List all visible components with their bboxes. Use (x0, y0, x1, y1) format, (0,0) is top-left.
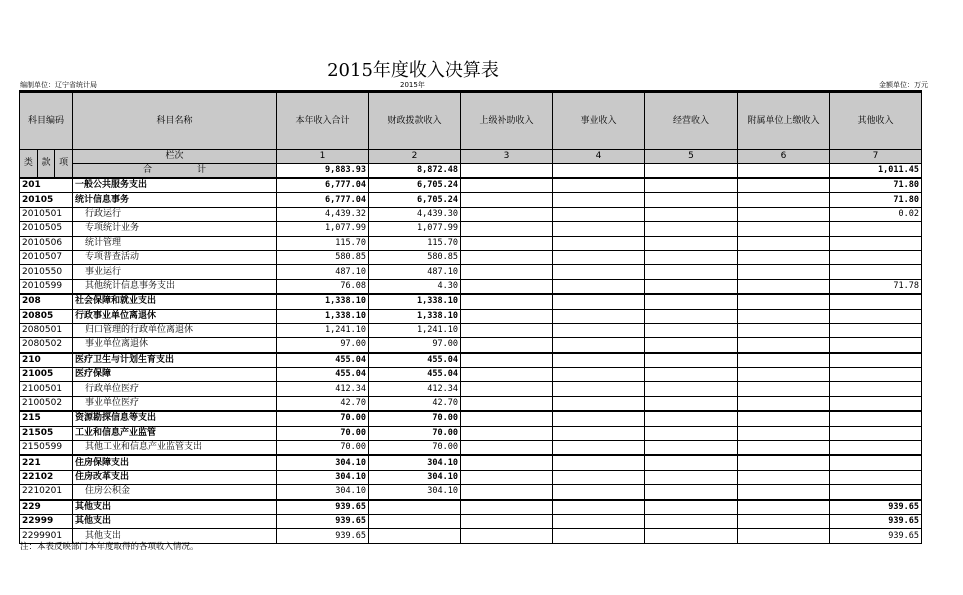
row-value-7 (830, 382, 922, 396)
row-value-3 (461, 441, 553, 456)
row-value-3 (461, 265, 553, 279)
row-value-6 (738, 207, 830, 221)
row-value-1: 1,338.10 (277, 309, 369, 323)
compiling-unit: 编制单位：辽宁省统计局 (20, 81, 97, 89)
seq-4: 4 (553, 150, 645, 164)
row-value-5 (645, 500, 738, 515)
row-name: 事业单位医疗 (73, 396, 277, 411)
row-value-5 (645, 309, 738, 323)
row-name: 其他支出 (73, 514, 277, 528)
row-value-5 (645, 222, 738, 236)
row-code: 22102 (20, 470, 73, 484)
row-value-4 (553, 309, 645, 323)
row-code: 215 (20, 411, 73, 426)
row-value-7: 0.02 (830, 207, 922, 221)
row-value-6 (738, 368, 830, 382)
row-name: 住房改革支出 (73, 470, 277, 484)
table-row (20, 514, 922, 528)
row-value-3 (461, 382, 553, 396)
seq-1: 1 (277, 150, 369, 164)
row-value-4 (553, 236, 645, 250)
row-value-7 (830, 338, 922, 353)
row-value-4 (553, 279, 645, 294)
row-value-3 (461, 514, 553, 528)
row-value-5 (645, 193, 738, 207)
row-value-1: 412.34 (277, 382, 369, 396)
row-value-5 (645, 485, 738, 500)
row-value-4 (553, 485, 645, 500)
row-value-2: 6,705.24 (369, 193, 461, 207)
row-value-5 (645, 323, 738, 337)
row-value-7: 71.80 (830, 178, 922, 193)
row-value-1: 939.65 (277, 514, 369, 528)
row-code: 21505 (20, 426, 73, 440)
table-row (20, 338, 922, 353)
row-value-4 (553, 222, 645, 236)
row-value-5 (645, 294, 738, 309)
header-col-7: 其他收入 (830, 92, 922, 150)
seq-7: 7 (830, 150, 922, 164)
row-value-7: 939.65 (830, 514, 922, 528)
row-value-7 (830, 309, 922, 323)
header-col-3: 上级补助收入 (461, 92, 553, 150)
row-value-7 (830, 455, 922, 470)
row-value-4 (553, 382, 645, 396)
row-value-6 (738, 396, 830, 411)
row-value-2: 6,705.24 (369, 178, 461, 193)
row-value-2: 1,338.10 (369, 294, 461, 309)
row-value-3 (461, 279, 553, 294)
row-value-3 (461, 178, 553, 193)
row-value-2: 4.30 (369, 279, 461, 294)
row-value-7 (830, 323, 922, 337)
row-name: 统计管理 (73, 236, 277, 250)
row-name: 其他支出 (73, 529, 277, 543)
header-code: 科目编码 (20, 92, 73, 150)
row-value-3 (461, 323, 553, 337)
row-value-6 (738, 279, 830, 294)
row-value-5 (645, 250, 738, 264)
row-value-1: 939.65 (277, 529, 369, 543)
row-value-5 (645, 178, 738, 193)
footnote: 注：本表反映部门本年度取得的各项收入情况。 (20, 542, 199, 552)
row-value-3 (461, 485, 553, 500)
row-value-1: 304.10 (277, 485, 369, 500)
table-row (20, 294, 922, 309)
row-value-5 (645, 411, 738, 426)
row-code: 21005 (20, 368, 73, 382)
row-code: 20805 (20, 309, 73, 323)
row-value-4 (553, 441, 645, 456)
total-value-7: 1,011.45 (830, 164, 922, 179)
row-value-2: 1,338.10 (369, 309, 461, 323)
table-row (20, 265, 922, 279)
row-value-6 (738, 294, 830, 309)
table-row (20, 309, 922, 323)
row-value-4 (553, 500, 645, 515)
row-value-3 (461, 396, 553, 411)
row-value-2: 304.10 (369, 455, 461, 470)
row-name: 专项统计业务 (73, 222, 277, 236)
header-name: 科目名称 (73, 92, 277, 150)
row-code: 2080501 (20, 323, 73, 337)
row-value-6 (738, 353, 830, 368)
kind-class: 类 (20, 150, 38, 177)
row-code: 208 (20, 294, 73, 309)
row-value-6 (738, 470, 830, 484)
row-value-4 (553, 470, 645, 484)
row-name: 归口管理的行政单位离退休 (73, 323, 277, 337)
row-value-5 (645, 529, 738, 543)
table-row (20, 470, 922, 484)
row-name: 其他统计信息事务支出 (73, 279, 277, 294)
row-value-5 (645, 514, 738, 528)
table-row (20, 382, 922, 396)
row-value-6 (738, 455, 830, 470)
page-title: 2015年度收入决算表 (327, 60, 499, 81)
row-value-1: 70.00 (277, 426, 369, 440)
row-value-4 (553, 294, 645, 309)
table-row (20, 236, 922, 250)
row-value-6 (738, 514, 830, 528)
row-value-6 (738, 529, 830, 543)
row-code: 2010507 (20, 250, 73, 264)
row-value-1: 455.04 (277, 353, 369, 368)
row-name: 专项普查活动 (73, 250, 277, 264)
table-row (20, 411, 922, 426)
row-value-2: 580.85 (369, 250, 461, 264)
row-value-5 (645, 265, 738, 279)
amount-unit: 金额单位：万元 (879, 81, 928, 89)
row-value-7: 939.65 (830, 529, 922, 543)
row-value-1: 304.10 (277, 455, 369, 470)
row-value-2 (369, 514, 461, 528)
row-value-2: 70.00 (369, 441, 461, 456)
seq-2: 2 (369, 150, 461, 164)
row-value-6 (738, 426, 830, 440)
row-code: 2010505 (20, 222, 73, 236)
row-value-2: 70.00 (369, 426, 461, 440)
table-row (20, 178, 922, 193)
row-value-1: 1,077.99 (277, 222, 369, 236)
row-value-6 (738, 309, 830, 323)
row-value-7 (830, 222, 922, 236)
table-row (20, 426, 922, 440)
row-value-4 (553, 353, 645, 368)
row-value-1: 487.10 (277, 265, 369, 279)
row-value-2: 455.04 (369, 368, 461, 382)
row-value-6 (738, 500, 830, 515)
row-value-3 (461, 294, 553, 309)
row-code: 20105 (20, 193, 73, 207)
table-row (20, 193, 922, 207)
row-value-2: 70.00 (369, 411, 461, 426)
row-value-6 (738, 338, 830, 353)
header-col-4: 事业收入 (553, 92, 645, 150)
row-value-1: 115.70 (277, 236, 369, 250)
row-value-2: 97.00 (369, 338, 461, 353)
header-col-1: 本年收入合计 (277, 92, 369, 150)
seq-5: 5 (645, 150, 738, 164)
row-value-6 (738, 485, 830, 500)
row-value-3 (461, 368, 553, 382)
total-value-2: 8,872.48 (369, 164, 461, 179)
row-code: 2010506 (20, 236, 73, 250)
row-value-7 (830, 485, 922, 500)
row-value-2: 304.10 (369, 485, 461, 500)
row-name: 社会保障和就业支出 (73, 294, 277, 309)
income-table (19, 90, 922, 544)
row-value-4 (553, 426, 645, 440)
row-code: 2010501 (20, 207, 73, 221)
kind-section: 款 (38, 150, 56, 177)
row-value-2 (369, 529, 461, 543)
row-value-4 (553, 265, 645, 279)
row-value-7 (830, 353, 922, 368)
row-value-7 (830, 294, 922, 309)
header-col-6: 附属单位上缴收入 (738, 92, 830, 150)
row-value-4 (553, 207, 645, 221)
row-code: 2150599 (20, 441, 73, 456)
table-row (20, 396, 922, 411)
total-value-4 (553, 164, 645, 179)
row-code: 2100501 (20, 382, 73, 396)
row-value-5 (645, 338, 738, 353)
row-name: 行政单位医疗 (73, 382, 277, 396)
row-name: 事业单位离退休 (73, 338, 277, 353)
row-value-7 (830, 368, 922, 382)
row-name: 其他工业和信息产业监管支出 (73, 441, 277, 456)
row-value-3 (461, 470, 553, 484)
row-name: 住房保障支出 (73, 455, 277, 470)
row-value-2 (369, 500, 461, 515)
row-value-7 (830, 236, 922, 250)
row-value-3 (461, 250, 553, 264)
row-code: 221 (20, 455, 73, 470)
row-code: 229 (20, 500, 73, 515)
row-code: 2210201 (20, 485, 73, 500)
row-value-1: 42.70 (277, 396, 369, 411)
row-value-7 (830, 396, 922, 411)
row-value-1: 6,777.04 (277, 193, 369, 207)
row-value-7 (830, 441, 922, 456)
row-value-6 (738, 250, 830, 264)
row-value-2: 4,439.30 (369, 207, 461, 221)
row-value-2: 1,241.10 (369, 323, 461, 337)
total-value-5 (645, 164, 738, 179)
row-value-1: 4,439.32 (277, 207, 369, 221)
row-value-4 (553, 338, 645, 353)
total-value-1: 9,883.93 (277, 164, 369, 179)
row-value-3 (461, 426, 553, 440)
row-code: 2080502 (20, 338, 73, 353)
row-value-7 (830, 426, 922, 440)
row-value-3 (461, 411, 553, 426)
row-value-2: 455.04 (369, 353, 461, 368)
row-value-2: 412.34 (369, 382, 461, 396)
row-value-6 (738, 222, 830, 236)
row-value-5 (645, 470, 738, 484)
row-value-1: 6,777.04 (277, 178, 369, 193)
row-value-4 (553, 411, 645, 426)
row-value-2: 487.10 (369, 265, 461, 279)
row-value-1: 70.00 (277, 441, 369, 456)
row-value-5 (645, 382, 738, 396)
row-value-3 (461, 353, 553, 368)
row-value-4 (553, 250, 645, 264)
total-value-3 (461, 164, 553, 179)
table-row (20, 323, 922, 337)
total-label: 合 计 (73, 164, 277, 179)
table-row (20, 353, 922, 368)
row-name: 医疗保障 (73, 368, 277, 382)
row-value-3 (461, 236, 553, 250)
row-value-4 (553, 323, 645, 337)
row-value-5 (645, 455, 738, 470)
kind-header (20, 150, 73, 179)
row-value-6 (738, 236, 830, 250)
row-value-7: 71.78 (830, 279, 922, 294)
row-value-7: 71.80 (830, 193, 922, 207)
row-value-3 (461, 500, 553, 515)
row-code: 2010550 (20, 265, 73, 279)
table-row (20, 485, 922, 500)
row-value-7 (830, 411, 922, 426)
row-value-1: 97.00 (277, 338, 369, 353)
table-row (20, 207, 922, 221)
row-value-4 (553, 529, 645, 543)
row-name: 其他支出 (73, 500, 277, 515)
seq-label: 栏次 (73, 150, 277, 164)
row-value-5 (645, 236, 738, 250)
row-name: 住房公积金 (73, 485, 277, 500)
row-value-3 (461, 529, 553, 543)
row-name: 一般公共服务支出 (73, 178, 277, 193)
row-value-1: 1,338.10 (277, 294, 369, 309)
total-value-6 (738, 164, 830, 179)
row-value-6 (738, 323, 830, 337)
row-code: 2100502 (20, 396, 73, 411)
row-value-1: 76.08 (277, 279, 369, 294)
row-value-3 (461, 455, 553, 470)
table-row (20, 441, 922, 456)
row-value-6 (738, 178, 830, 193)
row-name: 行政运行 (73, 207, 277, 221)
row-value-2: 1,077.99 (369, 222, 461, 236)
row-value-5 (645, 368, 738, 382)
report-year: 2015年 (400, 81, 425, 89)
row-value-6 (738, 382, 830, 396)
row-value-2: 304.10 (369, 470, 461, 484)
row-value-3 (461, 338, 553, 353)
row-value-5 (645, 396, 738, 411)
table-row (20, 222, 922, 236)
row-value-1: 70.00 (277, 411, 369, 426)
table-row (20, 368, 922, 382)
table-body (20, 178, 922, 543)
row-value-3 (461, 309, 553, 323)
table-row (20, 279, 922, 294)
table-row (20, 455, 922, 470)
row-value-6 (738, 193, 830, 207)
row-name: 医疗卫生与计划生育支出 (73, 353, 277, 368)
row-name: 统计信息事务 (73, 193, 277, 207)
row-code: 210 (20, 353, 73, 368)
row-name: 行政事业单位离退休 (73, 309, 277, 323)
row-code: 201 (20, 178, 73, 193)
row-value-1: 455.04 (277, 368, 369, 382)
row-value-4 (553, 396, 645, 411)
kind-item: 项 (59, 158, 69, 168)
row-value-2: 42.70 (369, 396, 461, 411)
row-name: 事业运行 (73, 265, 277, 279)
row-code: 2010599 (20, 279, 73, 294)
row-value-4 (553, 368, 645, 382)
row-value-7 (830, 470, 922, 484)
row-code: 22999 (20, 514, 73, 528)
header-col-2: 财政拨款收入 (369, 92, 461, 150)
row-name: 资源勘探信息等支出 (73, 411, 277, 426)
row-value-2: 115.70 (369, 236, 461, 250)
row-value-6 (738, 265, 830, 279)
row-value-1: 580.85 (277, 250, 369, 264)
row-value-3 (461, 207, 553, 221)
row-value-4 (553, 455, 645, 470)
row-value-7 (830, 250, 922, 264)
row-value-6 (738, 441, 830, 456)
row-value-7 (830, 265, 922, 279)
seq-3: 3 (461, 150, 553, 164)
row-value-5 (645, 353, 738, 368)
row-name: 工业和信息产业监管 (73, 426, 277, 440)
row-value-7: 939.65 (830, 500, 922, 515)
row-value-1: 939.65 (277, 500, 369, 515)
seq-6: 6 (738, 150, 830, 164)
table-row (20, 500, 922, 515)
table-row (20, 250, 922, 264)
row-value-5 (645, 426, 738, 440)
row-value-5 (645, 207, 738, 221)
row-value-5 (645, 279, 738, 294)
row-value-3 (461, 193, 553, 207)
row-value-5 (645, 441, 738, 456)
header-col-5: 经营收入 (645, 92, 738, 150)
row-value-3 (461, 222, 553, 236)
row-value-4 (553, 193, 645, 207)
row-value-4 (553, 514, 645, 528)
row-code: 2299901 (20, 529, 73, 543)
row-value-1: 304.10 (277, 470, 369, 484)
row-value-1: 1,241.10 (277, 323, 369, 337)
row-value-4 (553, 178, 645, 193)
row-value-6 (738, 411, 830, 426)
